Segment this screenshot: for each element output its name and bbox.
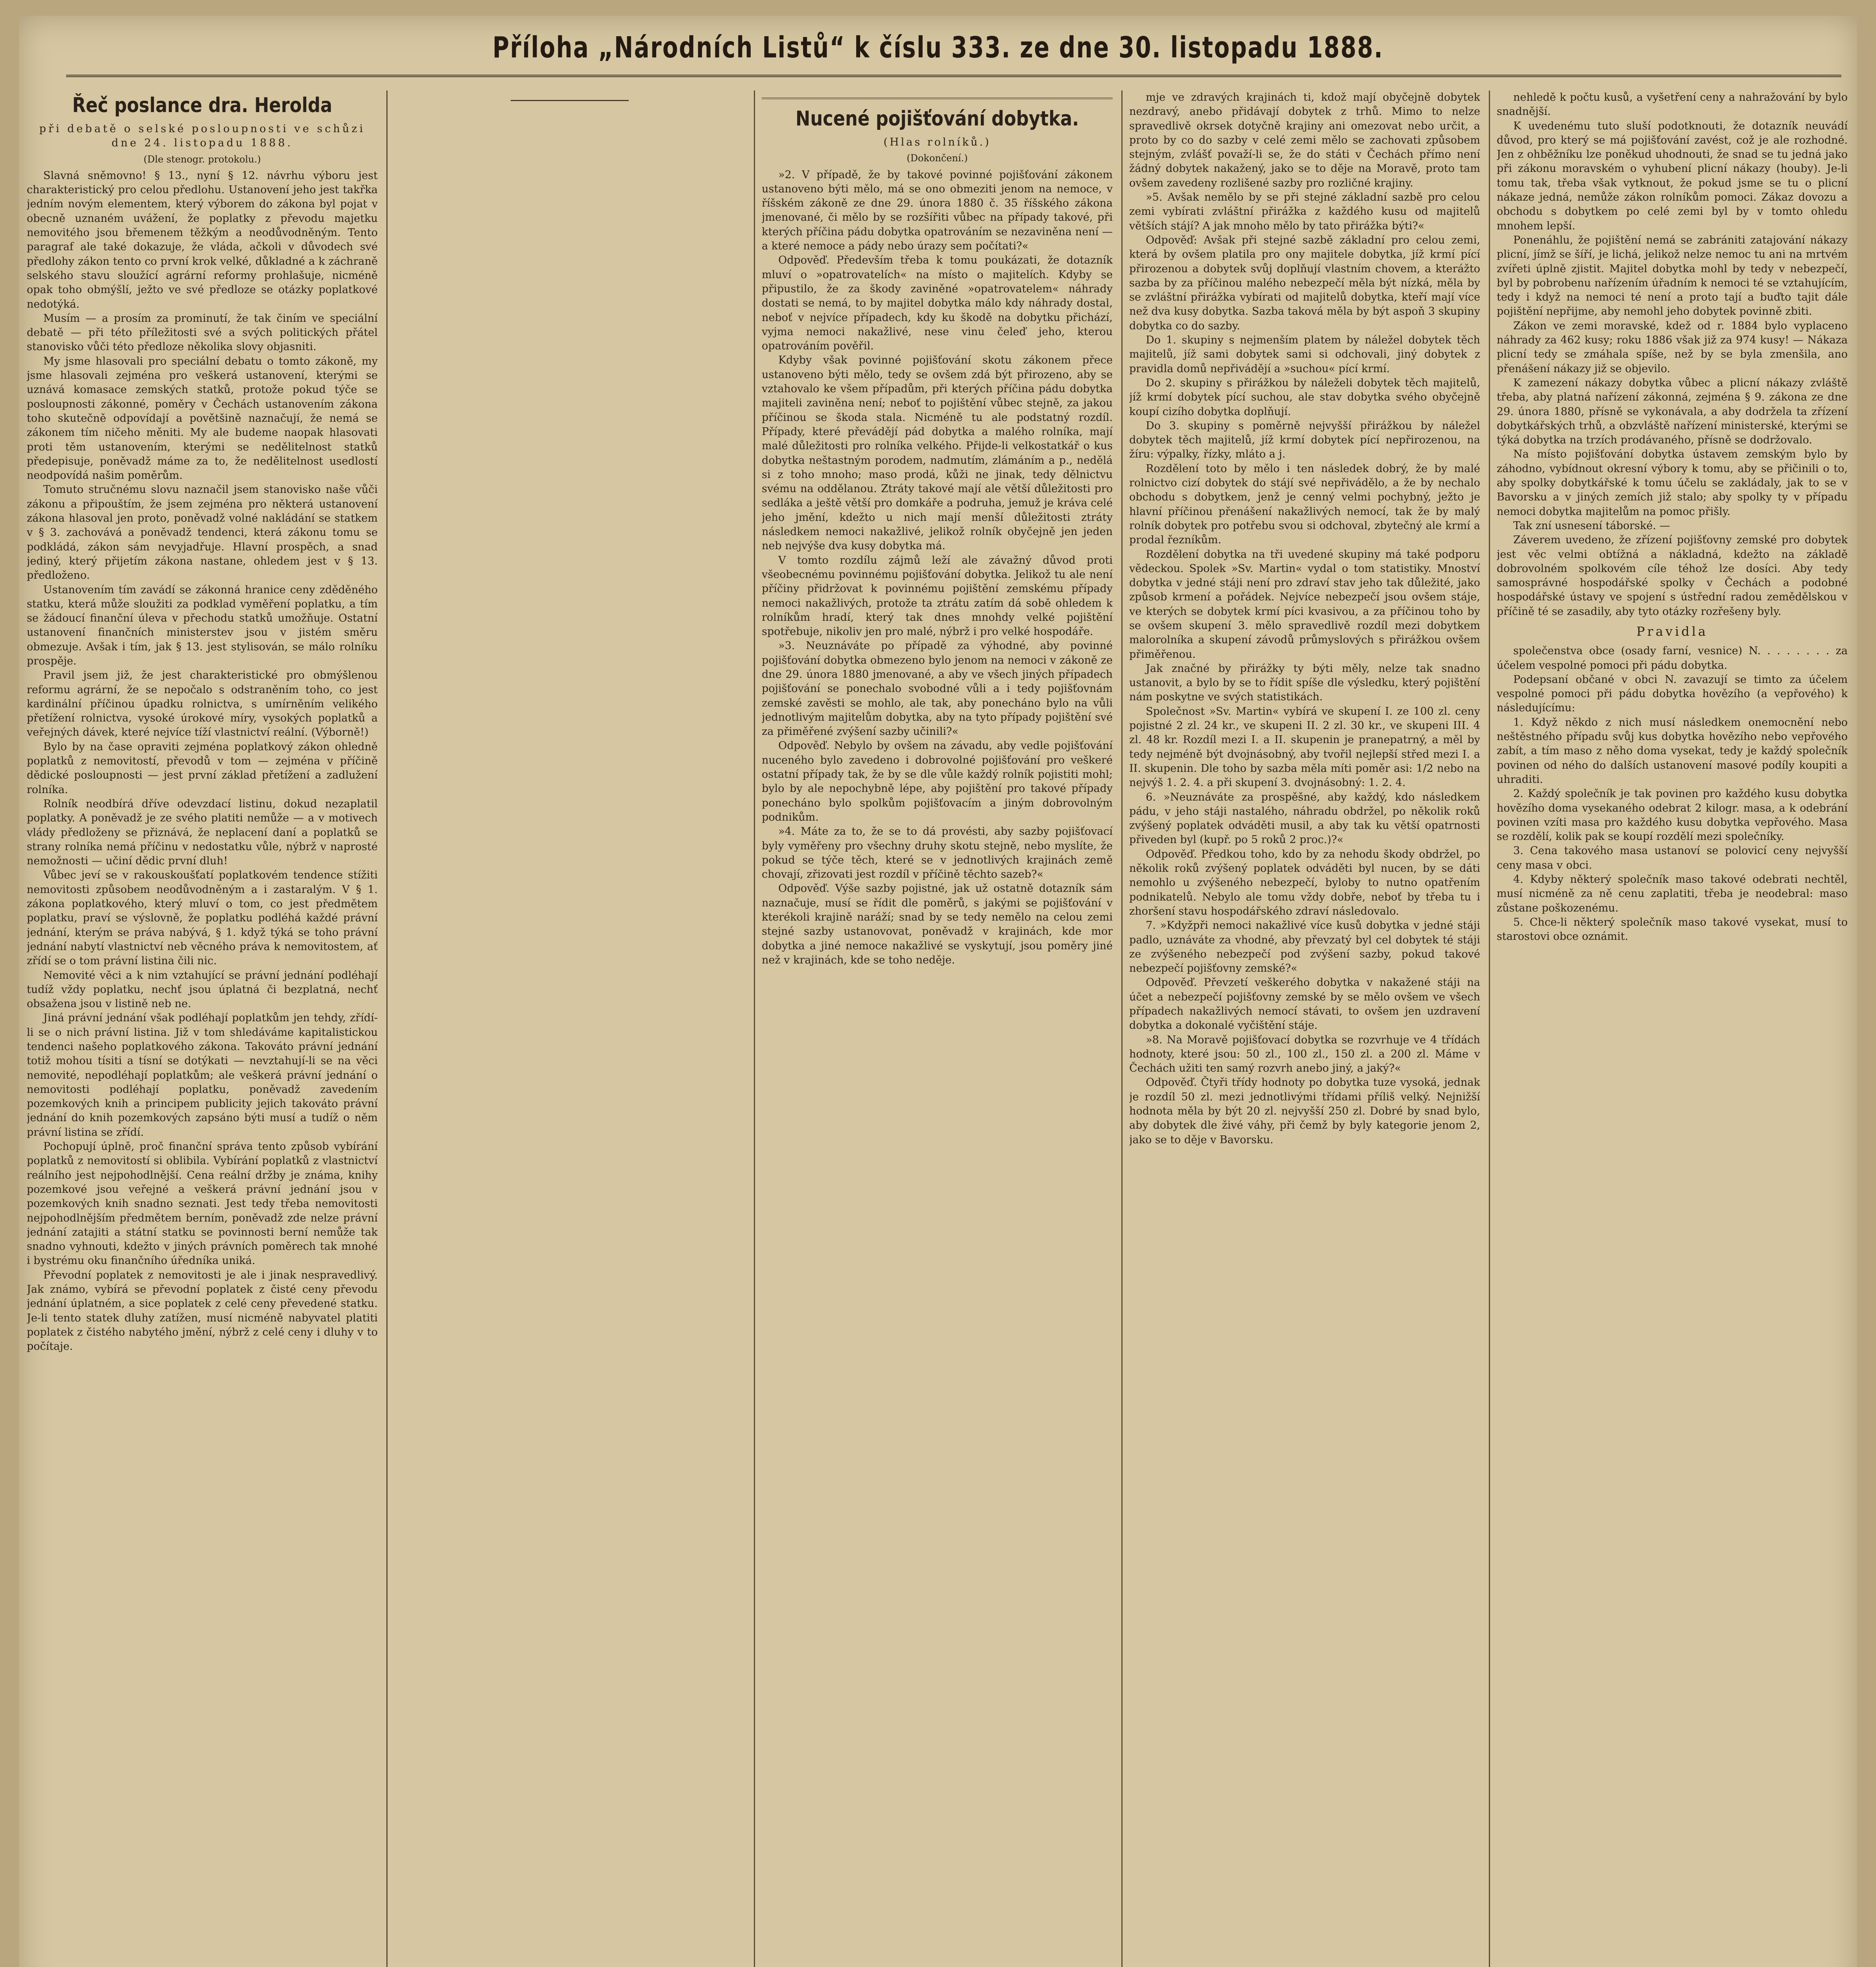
paragraph: Rozdělení dobytka na tři uvedené skupiny má také podporu vědeckou. Spolek »Sv. Martin« vydal o tom statistiky. Mnoství dobytka v jedné stáji není pro zdraví stav jeho tak důležité, jako způsob krmení a pořádek. Nejvíce nebezpečí jsou ovšem stáje, ve kterých se dobytek krmí píci kvasivou, a za příčinou toho by se ovšem skupení 3. mělo spravedlivě rozdíl mezi dobytkem malorolníka a skupení závodů průmyslových s přirážkou ovšem přiměřenou. [1129,548,1480,661]
paragraph: Odpověď. Převzetí veškerého dobytka v nakažené stáji na účet a nebezpečí pojišťovny zemské by se mělo ovšem ve všech případech nakažlivých nemocí stávati, to ovšem jen uzdravení dobytka a dokonalé vyčištění stáje. [1129,976,1480,1032]
paragraph: nehledě k počtu kusů, a vyšetření ceny a nahražování by bylo snadnější. [1497,91,1848,118]
paragraph: Podepsaní občané v obci N. zavazují se timto za účelem vespolné pomoci při pádu dobytka hovězího (a vepřového) k následujícímu: [1497,673,1848,714]
paragraph: Tomuto stručnému slovu naznačil jsem stanovisko naše vůči zákonu a připouštím, že jsem zejména pro některá ustanovení zákona hlasoval jen proto, poněvadž volné nakládání se statkem v § 3. zachovává a poněvadž tendenci, která zákonu tomu se podkládá, zákon sám nevyjadřuje. Hlavní prospěch, a snad jediný, který přijetím zákona nastane, ohledem jest v § 13. předloženo. [27,483,378,582]
article-2-body [762,168,1113,968]
paragraph: Musím — a prosím za prominutí, že tak činím ve speciální debatě — při této příležitosti své a svých politických přátel stanovisko vůči této předloze několika slovy objasniti. [27,312,378,353]
paragraph: Rolník neodbírá dříve odevzdací listinu, dokud nezaplatil poplatky. A poněvadž je ze svého platiti nemůže — a v motivech vlády předloženy se přiznává, že neplacení daní a poplatků se strany rolníka nemá příčinu v nedostatku vůle, nýbrž v naprosté nemožnosti — učiní dědic první dluh! [27,797,378,867]
newspaper-page [19,16,1857,1967]
paragraph: Jiná právní jednání však podléhají poplatkům jen tehdy, zřídí-li se o nich právní listina. Již v tom shledáváme kapitalistickou tendenci našeho poplatkového zákona. Takováto právní jednání totiž mohou tísiti a tísní se dotýkati — nevztahují-li se na věci nemovité, nepodléhají poplatkům; ale veškerá právní jednání o nemovitosti podléhají poplatku, poněvadž zavedením pozemkových knih a principem publicity jejich takováto právní jednání do knih pozemkových zapsáno býti musí a tudíž o něm právní listina se zřídí. [27,1012,378,1138]
column-divider [1489,90,1490,1967]
paragraph: 1. Když někdo z nich musí následkem onemocnění nebo neštěstného případu svůj kus dobytka hovězího nebo vepřového zabít, a tím maso z něho doma vysekat, tedy je každý společník povinen od ného do dalších ustanovení masové podíly koupiti a uhraditi. [1497,716,1848,786]
paragraph: Na místo pojišťování dobytka ústavem zemským bylo by záhodno, vybídnout okresní výbory k tomu, aby se přičinili o to, aby spolky dobytkářské k tomu účelu se zakládaly, jak to se v Bavorsku a v jiných zemích již stalo; aby spolky ty v případu nemoci dobytka majitelům na pomoc přišly. [1497,448,1848,518]
paragraph: Vůbec jeví se v rakouskoušťatí poplatkovém tendence stížiti nemovitosti způsobem neodůvodněným a i zastaralým. V § 1. zákona poplatkového, který mluví o tom, co jest předmětem poplatku, praví se výslovně, že poplatku podléhá každé právní jednání, kterým se práva nabývá, § 1. když týká se toho právní jednání nabytí vlastnictví neb věcného práva k nemovitostem, ať zřídí se o tom právní listina čili nic. [27,869,378,967]
column-divider [386,90,388,1967]
article-1-body [27,169,378,1354]
paragraph: Do 3. skupiny s poměrně nejvyšší přirážkou by náležel dobytek těch majitelů, jíž krmí dobytek pící nepřirozenou, na žíru: výpalky, řízky, mláto a j. [1129,419,1480,461]
paragraph: Tak zní usnesení táborské. — [1513,519,1670,532]
paragraph: 7. »Kdyžpři nemoci nakažlivé více kusů dobytka v jedné stáji padlo, uznáváte za vhodné, aby převzatý byl cel dobytek té stáji ze zvýšeného nebezpečí pod zvýšení sazby, pokud takové nebezpečí pojišťovny zemské?« [1129,919,1480,975]
paragraph: »5. Avšak nemělo by se při stejné základní sazbě pro celou zemi vybírati zvláštní přirážka z každého kusu od majitelů větších stájí? A jak mnoho mělo by tato přirážka býti?« [1129,191,1480,232]
paragraph: Pochopují úplně, proč finanční správa tento způsob vybírání poplatků z nemovitostí si oblibila. Vybírání poplatků z vlastnictví reálního jest nejpohodlnější. Cena reální držby je známa, knihy pozemkové jsou veřejné a veškerá právní jednání jsou v pozemkových knih snadno seznati. Jest tedy třeba nemovitosti nejpohodlnějším předmětem berním, poněvadž zde nelze právní jednání zatajiti a státní statku se povinnosti berní nemůže tak snadno vyhnouti, kdežto v jiných právních poměrech tak mnohé i bystrému oku finančního úředníka uniká. [27,1140,378,1267]
paragraph: Do 1. skupiny s nejmenším platem by náležel dobytek těch majitelů, jíž sami dobytek sami si odchovali, jiný dobytek z pravidla domů nepřivádějí a »suchou« pící krmí. [1129,334,1480,375]
paragraph: »3. Neuznáváte po případě za výhodné, aby povinné pojišťování dobytka obmezeno bylo jenom na nemoci v zákoně ze dne 29. února 1880 jmenované, a aby ve všech jiných případech pojišťování se ponechalo svobodné vůli a i tedy pojišťovnám zemské zavěsti se mohlo, ale tak, aby ponecháno bylo na vůli jednotlivým majitelům dobytka, aby na tyto případy pojištění své za přiměřené zvýšení sazby učinili?« [762,640,1113,738]
column-3 [762,90,1113,1967]
paragraph: »8. Na Moravě pojišťovací dobytka se rozvrhuje ve 4 třídách hodnoty, které jsou: 50 zl., 100 zl., 150 zl. a 200 zl. Máme v Čechách užiti ten samý rozvrh anebo jiný, a jaký?« [1129,1033,1480,1075]
paragraph: 4. Kdyby některý společník maso takové odebrati nechtěl, musí nicméně za ně cenu zaplatiti, třeba je neodebral: maso zůstane poškozenému. [1497,873,1848,914]
paragraph: Odpověď. Především třeba k tomu poukázati, že dotazník mluví o »opatrovatelích« na místo o majitelích. Kdyby se připustilo, že za škody zaviněné »opatrovatelem« náhrady dostati se nemá, to by majitel dobytka málo kdy náhrady dostal, neboť v nejvíce případech, kdy ku škodě na dobytku přichází, vyjma nemoci nakažlivé, nese vinu čeleď jeho, kterou opatrováním pověřil. [762,254,1113,352]
article-1-headline: Řeč poslance dra. Herolda [72,94,332,117]
paragraph: Nemovité věci a k nim vztahující se právní jednání podléhají tudíž vždy poplatku, nechť jsou úplatná či bezplatná, nechť obsažena jsou v listině neb ne. [27,969,378,1010]
article-3-body [1129,90,1480,1147]
masthead-rule [66,75,1841,77]
paragraph: Společnost »Sv. Martin« vybírá ve skupení I. ze 100 zl. ceny pojistné 2 zl. 24 kr., ve skupeni II. 2 zl. 30 kr., ve skupeni III. 4 zl. 48 kr. Rozdíl mezi I. a II. skupenin je pranepatrný, a měl by tedy nejméně být dvojnásobný, aby tvořil nejlepší střed mezi I. a II. skupenin. Dle toho by sazba měla míti poměr asi: 1/2 nebo na nejvýš 1. 2. 4. a při skupení 3. dvojnásobný: 1. 2. 4. [1129,705,1480,789]
paragraph: Zákon ve zemi moravské, kdež od r. 1884 bylo vyplaceno náhrady za 462 kusy; roku 1886 však již za 974 kusy! — Nákaza plicní tedy se zmáhala spíše, než by se byla zmenšila, ano přenášení nákazy již se objevilo. [1497,319,1848,375]
paragraph: V tomto rozdílu zájmů leží ale závažný důvod proti všeobecnému povinnému pojišťování dobytka. Jelikož tu ale není příčiny přidržovat k povinnému pojištění zemskému případy nemoci nakažlivých, protože ta ztrátu zatím dá sobě ohledem k rolníkům hradí, který tak dnes mnohdy velké pojištění spotřebuje, nikoliv jen pro malé, nýbrž i pro velké hospodáře. [762,554,1113,638]
paragraph: Odpověď. Čtyři třídy hodnoty po dobytka tuze vysoká, jednak je rozdíl 50 zl. mezi jednotlivými třídami příliš velký. Nejnižší hodnota měla by být 20 zl. nejvyšší 250 zl. Dobré by snad bylo, aby dobytek dle živé váhy, při čemž by byly kategorie jenom 2, jako se to děje v Bavorsku. [1129,1076,1480,1146]
paragraph: Bylo by na čase opraviti zejména poplatkový zákon ohledně poplatků z nemovitostí, převodů v tom — zejména v příčině dědické posloupnosti — jest první základ přetížení a zadlužení rolníka. [27,740,378,796]
article-2-subhead: (Hlas rolníků.) [883,136,991,148]
paragraph: K uvedenému tuto sluší podotknouti, že dotazník neuvádí důvod, pro který se má pojišťování zavést, což je ale rozhodné. Jen z ohběžníku lze poněkud uhodnouti, že snad se tu jedná jako při zákonu moravském o vyhubení plicní nákazy (houby). Je-li tomu tak, třeba však vytknout, že pokud jsme se tu o plicní nákaze jedná, nemůže zákon rolníkům pomoci. Zákaz dovozu a obchodu s dobytkem po celé zemi byl by v tomto ohledu mnohem lepší. [1497,120,1848,232]
paragraph: »2. V případě, že by takové povinné pojišťování zákonem ustanoveno býti mělo, má se ono obmeziti jenom na nemoce, v říšském zákoně ze dne 29. února 1880 č. 35 říšského zákona jmenované, či mělo by se rozšířiti vůbec na případy takové, při kterých příčina pádu dobytka opatrováním se nezaviněna není — a které nemoce a pády nebo úrazy sem počítati?« [762,168,1113,253]
paragraph: Do 2. skupiny s přirážkou by náleželi dobytek těch majitelů, jíž krmí dobytek pící suchou, ale stav dobytka svého obyčejně koupí cizího dobytka doplňují. [1129,376,1480,418]
masthead-title: Příloha „Národních Listů“ k číslu 333. ze dne 30. listopadu 1888. [492,31,1384,65]
paragraph: Slavná sněmovno! § 13., nyní § 12. návrhu výboru jest charakteristický pro celou předlohu. Ustanovení jeho jest takřka jedním novým elementem, který výborem do zákona byl pojat v obecně uznaném uvážení, že poplatky z převodu majetku nemovitého jsou břemenem těžkým a neodůvodněným. Tento paragraf ale také dokazuje, že vláda, ačkoli v důvodech své předlohy zákon tento co první krok velké, důkladné a k záchraně selského stavu sloužící agrární reformy prohlašuje, nicméně opak toho obmýšlí, ježto ve své předloze se otázky poplatkové nedotýká. [27,169,378,310]
paragraph: Ustanovením tím zavádí se zákonná hranice ceny zděděného statku, která může sloužiti za podklad vyměření poplatku, a tím se žádoucí finanční úleva v přechodu statků umožňuje. Ostatní ustanovení finančních ministerstev jsou v jistém směru obmezuje. Avšak i tím, jak § 13. jest stylisován, se málo rolníku prospěje. [27,583,378,667]
columns [27,90,1849,1967]
paragraph: Kdyby však povinné pojišťování skotu zákonem přece ustanoveno býti mělo, tedy se ovšem zdá být přirozeno, aby se vztahovalo ke všem případům, při kterých příčina pádu dobytka majiteli zaviněna není; neboť to pojištění vůbec stejně, za jakou příčinou se škoda stala. Nicméně tu ale podstatný rozdíl. Případy, které převádějí pád dobytka a malého rolníka, mají malé důležitosti pro rolníka velkého. Přijde-li velkostatkář o kus dobytka neštastným porodem, nadmutím, zlámáním a p., nedělá si z toho mnoho; maso prodá, kůži ne jinak, tedy dělnictvu svému na oddělanou. Ztráty takové mají ale větší důležitosti pro sedláka a ještě větší pro domkáře a podruha, jemuž je kráva celé jeho jmění, kdežto u nich mají menší důležitosti ztráty následkem nemoci nakažlivé, jelikož rolník obyčejně jen jeden neb nejvýše dva kusy dobytka má. [762,354,1113,552]
paragraph: Odpověď. Výše sazby pojistné, jak už ostatně dotazník sám naznačuje, musí se řídit dle poměrů, s jakými se pojišťování v kterékoli krajině naráží; snad by se tedy nemělo na celou zemi stejné sazby ustanovovat, poněvadž v krajinách, kde mor dobytka a jiné nemoce nakažlivé se vyskytují, jsou poměry jiné než v krajinách, kde se toho neděje. [762,882,1113,966]
paragraph: 6. »Neuznáváte za prospěšné, aby každý, kdo následkem pádu, v jeho stáji nastalého, náhradu obdržel, po několik roků zvýšený poplatek odváděti musil, a aby tak ku větší opatrnosti přiveden byl (kupř. po 5 roků 2 proc.)?« [1129,791,1480,846]
article-4-body [1497,90,1848,944]
column-divider [1121,90,1123,1967]
paragraph: Jak značné by přirážky ty býti měly, nelze tak snadno ustanovit, a bylo by se to řídit spíše dle výsledku, který pojištění nám poskytne ve svých statistikách. [1129,662,1480,703]
paragraph: Pravil jsem již, že jest charakteristické pro obmýšlenou reformu agrární, že se nepočalo s odstraněním toho, co jest kardinální příčinou úpadku rolnictva, s umírněním velikého přetížení rolnictva, vysoké úrokové míry, vysokých poplatků a veřejných dávek, které nejvíce tíží vlastnictví reální. (Výborně!) [27,669,378,739]
article-1-subhead: při debatě o selské posloupnosti ve schůzi dne 24. listopadu 1888. [39,123,366,149]
paragraph: Odpověď: Avšak při stejné sazbě základní pro celou zemi, která by ovšem platila pro ony majitele dobytka, jíž krmí pící přirozenou a dobytek svůj doplňují vlastním chovem, a kterážto sazba by za příčinou malého nebezpečí měla být nízká, měla by se zvláštní přirážka vybírati od majitelů dobytka, kteří mají více než dva kusy dobytka. Sazba taková měla by být aspoň 3 skupiny dobytka co do sazby. [1129,234,1480,332]
paragraph: mje ve zdravých krajinách ti, kdož mají obyčejně dobytek nezdravý, anebo přidávají dobytek z trhů. Mimo to nelze spravedlivě okrsek dotyčně krajiny ani omezovat nebo určit, a proto by co do sazby v celé zemi mělo se zachovati způsobem stejným, zvlášť považí-li se, že do státi v Čechách přímo není žádný dobytek nakažený, jako se to děje na Moravě, proto tam ovšem zavedeny rozlišené sazby pro rozličné krajiny. [1129,91,1480,189]
paragraph: Ponenáhlu, že pojištění nemá se zabrániti zatajování nákazy plicní, jímž se šíří, je lichá, jelikož nelze nemoc tu ani na mrtvém zvířeti úplně zjistit. Majitel dobytka mohl by tedy v nebezpečí, byl by pobrobenu nařízením úřadním k nemoci té se vztahujícím, tedy i když na nemoci té není a proto tají a buďto tajit dále pojištění nepřijme, aby nemohl jeho dobytek povinně zbiti. [1497,234,1848,318]
column-2 [394,90,745,1967]
masthead [19,16,1857,83]
paragraph: Odpověď. Nebylo by ovšem na závadu, aby vedle pojišťování nuceného bylo zavedeno i dobrovolné pojišťování pro veškeré ostatní případy tak, že by se dle vůle každý rolník pojistiti mohl; bylo by ale nepochybně lépe, aby pojištění pro takové případy ponecháno bylo spolkům pojišťovacím a jiným dobrovolným podnikům. [762,740,1113,823]
paragraph: 2. Každý společník je tak povinen pro každého kusu dobytka hovězího doma vysekaného odebrat 2 kilogr. masa, a k odebrání povinen vzíti masa pro každého kusu dobytka vepřového. Masa se rozdělí, kolik pak se koupí rozdělí mezi společníky. [1497,788,1848,843]
paragraph: K zamezení nákazy dobytka vůbec a plicní nákazy zvláště třeba, aby platná nařízení zákonná, zejména § 9. zákona ze dne 29. února 1880, přísně se vykonávala, a aby dodržela ta zřízení dobytkářských trhů, a obzvláště nařízení ministerské, kterými se týká dobytka na trzích prodávaného, přísně se dodržovalo. [1497,376,1848,447]
paragraph: My jsme hlasovali pro speciální debatu o tomto zákoně, my jsme hlasovali zejména pro veškerá ustanovení, kterými se uznává komasace zemských statků, protože pokud týče se posloupnosti zákonné, poměry v Čechách ustanovením zákona toho skutečně odpovídají a povětšině naznačují, že nemá se zákonem tím ničeho měniti. My ale budeme naopak hlasovati proti těm ustanovením, kterými se nedělitelnost statků předepisuje, poněvadž máme za to, že nedělitelnost usedlostí neodpovídá našim poměrům. [27,355,378,482]
column-divider [754,90,755,1967]
paragraph: Rozdělení toto by mělo i ten následek dobrý, že by malé rolnictvo cizí dobytek do stájí své nepřivádělo, a že by nechalo obchodu s dobytkem, jenž je cenný velmi pochybný, ježto je hlavní příčinou přenášení nakažlivých nemocí, tak že by malý rolník dobytek pro potřebu svou si odchoval, zbytečný ale krmí a prodal řezníkům. [1129,462,1480,546]
article-2-note: (Dokončení.) [907,153,968,164]
column-4 [1129,90,1480,1967]
column-5 [1497,90,1848,1967]
column-1 [27,90,378,1967]
paragraph: »4. Máte za to, že se to dá provésti, aby sazby pojišťovací byly vyměřeny pro všechny druhy skotu stejně, nebo myslíte, že pokud se týče těch, které se v jednotlivých krajinách země chovají, zřizovati jest rozdíl v příčině těchto sazeb?« [762,825,1113,881]
paragraph: Odpověď. Předkou toho, kdo by za nehodu škody obdržel, po několik roků zvýšený poplatek odváděti byl nucen, by se dáti nemohlo u zvýšeného nebezpečí, byloby to nutno opatřením podnikatelů. Nebylo ale tomu vždy dobře, neboť by třeba tu i zhoršení stavu hospodářského zdraví následovalo. [1129,848,1480,917]
paragraph: 5. Chce-li některý společník maso takové vysekat, musí to starostovi obce oznámit. [1497,916,1848,943]
section-rule [511,100,629,101]
section-rule [762,98,1113,99]
paragraph: Převodní poplatek z nemovitosti je ale i jinak nespravedlivý. Jak známo, vybírá se převodní poplatek z čisté ceny převodu jednání úplatném, a sice poplatek z celé ceny převedené statku. Je-li tento statek dluhy zatížen, musí nicméně nabyvatel platiti poplatek z čistého nabytého jmění, nýbrž z celé ceny i dluhy v to počítaje. [27,1269,378,1353]
article-2-headline: Nucené pojišťování dobytka. [795,107,1079,131]
paragraph: Záverem uvedeno, že zřízení pojišťovny zemské pro dobytek jest věc velmi obtížná a nákladná, kdežto na základě dobrovolném spolkovém cíle téhož lze dosíci. Aby tedy samosprávné hospodářské spolky v Čechách a podobné hospodářské ústavy ve spojení s ústřední radou zemědělskou v příčině té se zasadily, aby tyto otázky rozřešeny byly. [1497,534,1848,618]
paragraph: společenstva obce (osady farní, vesnice) N. . . . . . . . za účelem vespolné pomoci při pádu dobytka. [1497,645,1848,672]
paragraph: 3. Cena takového masa ustanoví se polovicí ceny nejvyšší ceny masa v obci. [1497,845,1848,871]
article-1-note: (Dle stenogr. protokolu.) [143,153,261,165]
paragraph: Pravidla [1636,624,1708,639]
